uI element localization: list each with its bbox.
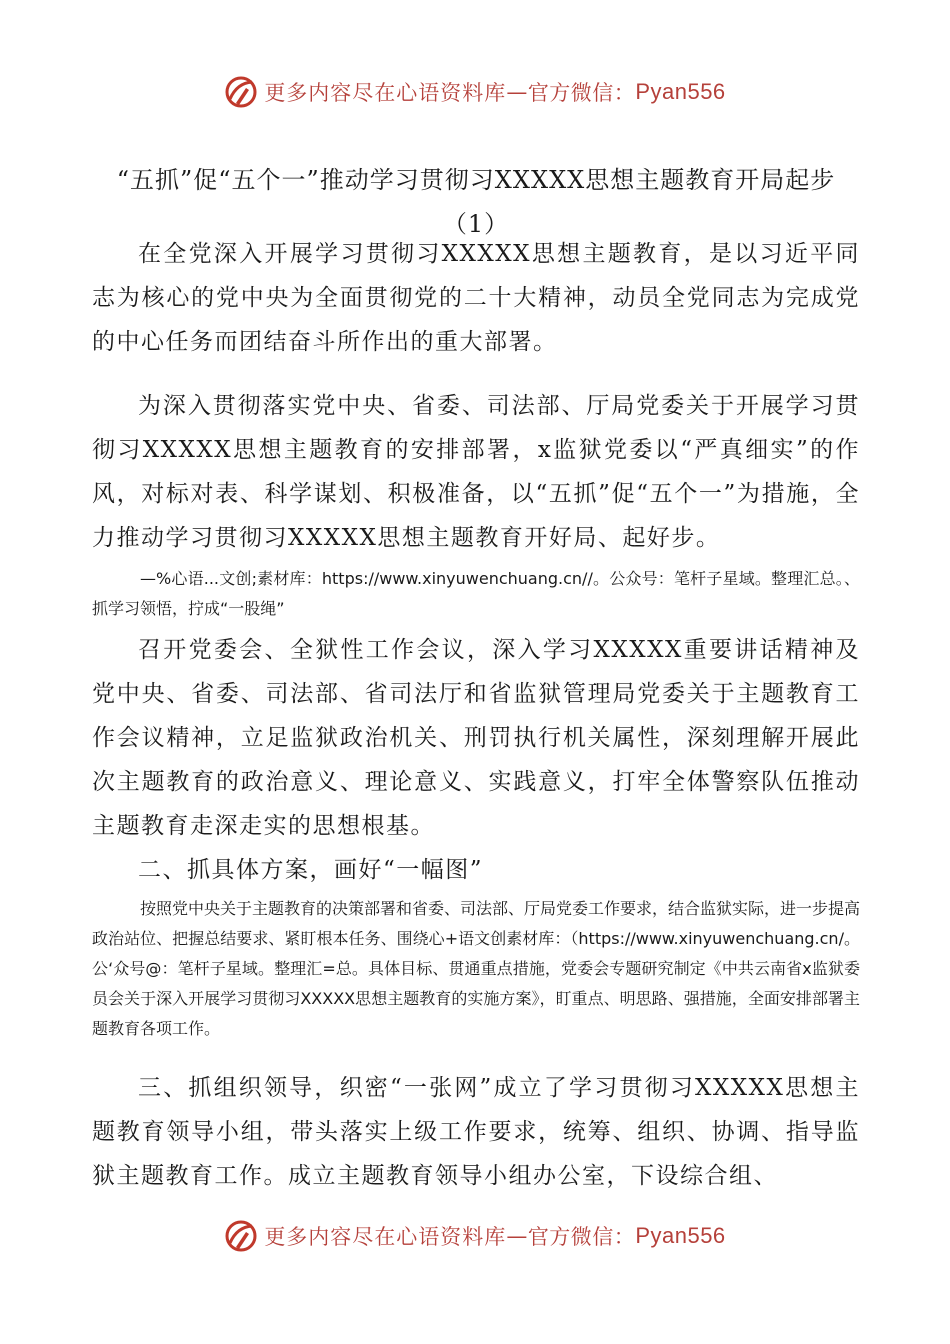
pen-logo-icon xyxy=(224,1219,258,1253)
section-3-paragraph: 三、抓组织领导，织密“一张网”成立了学习贯彻习XXXXX思想主题教育领导小组，带头落实上级工作要求，统筹、组织、协调、指导监狱主题教育工作。成立主题教育领导小组办公室，下设综合组、 xyxy=(92,1075,860,1189)
wechat-id: Pyan556 xyxy=(635,79,726,104)
wechat-label: 官方微信： xyxy=(527,81,636,105)
wechat-label: 官方微信： xyxy=(527,1225,636,1249)
paragraph-measures: 为深入贯彻落实党中央、省委、司法部、厅局党委关于开展学习贯彻习XXXXX思想主题教育的安排部署，x监狱党委以“严真细实”的作风，对标对表、科学谋划、积极准备，以“五抓”促“五个一”为措施，全力推动学习贯彻习XXXXX思想主题教育开好局、起好步。 xyxy=(92,393,860,551)
source-note-1: —%心语...文创;素材库：https://www.xinyuwenchuang.cn//。公众号：笔杆子星域。整理汇总。、抓学习领悟，拧成“一股绳” xyxy=(92,569,860,618)
footer-banner xyxy=(0,1214,950,1258)
title-text: “五抓”促“五个一”推动学习贯彻习XXXXX思想主题教育开局起步 xyxy=(116,166,836,194)
title-number: （1） xyxy=(442,210,510,238)
pen-logo-icon xyxy=(224,75,258,109)
site-name: 更多内容尽在心语资料库 xyxy=(264,1225,507,1249)
section-heading-2: 二、抓具体方案，画好“一幅图” xyxy=(138,857,484,883)
header-banner xyxy=(0,70,950,114)
site-name: 更多内容尽在心语资料库 xyxy=(264,81,507,105)
source-note-2: 按照党中央关于主题教育的决策部署和省委、司法部、厅局党委工作要求，结合监狱实际，进一步提高政治站位、把握总结要求、紧盯根本任务、围绕心+语文创素材库：（https://www.xinyuwenchuang.cn/。公‘众号@：笔杆子星域。整理汇=总。具体目标、贯通重点措施，党委会专题研究制定《中共云南省x监狱委员会关于深入开展学习贯彻习XXXXX思想主题教育的实施方案》，盯重点、明思路、强措施，全面安排部署主题教育各项工作。 xyxy=(92,899,861,1038)
paragraph-study: 召开党委会、全狱性工作会议，深入学习XXXXX重要讲话精神及党中央、省委、司法部、省司法厅和省监狱管理局党委关于主题教育工作会议精神，立足监狱政治机关、刑罚执行机关属性，深刻理解开展此次主题教育的政治意义、理论意义、实践意义，打牢全体警察队伍推动主题教育走深走实的思想根基。 xyxy=(92,637,860,839)
wechat-id: Pyan556 xyxy=(635,1223,726,1248)
separator: — xyxy=(506,80,528,104)
paragraph-intro: 在全党深入开展学习贯彻习XXXXX思想主题教育，是以习近平同志为核心的党中央为全面贯彻党的二十大精神，动员全党同志为完成党的中心任务而团结奋斗所作出的重大部署。 xyxy=(92,241,860,355)
separator: — xyxy=(506,1224,528,1248)
